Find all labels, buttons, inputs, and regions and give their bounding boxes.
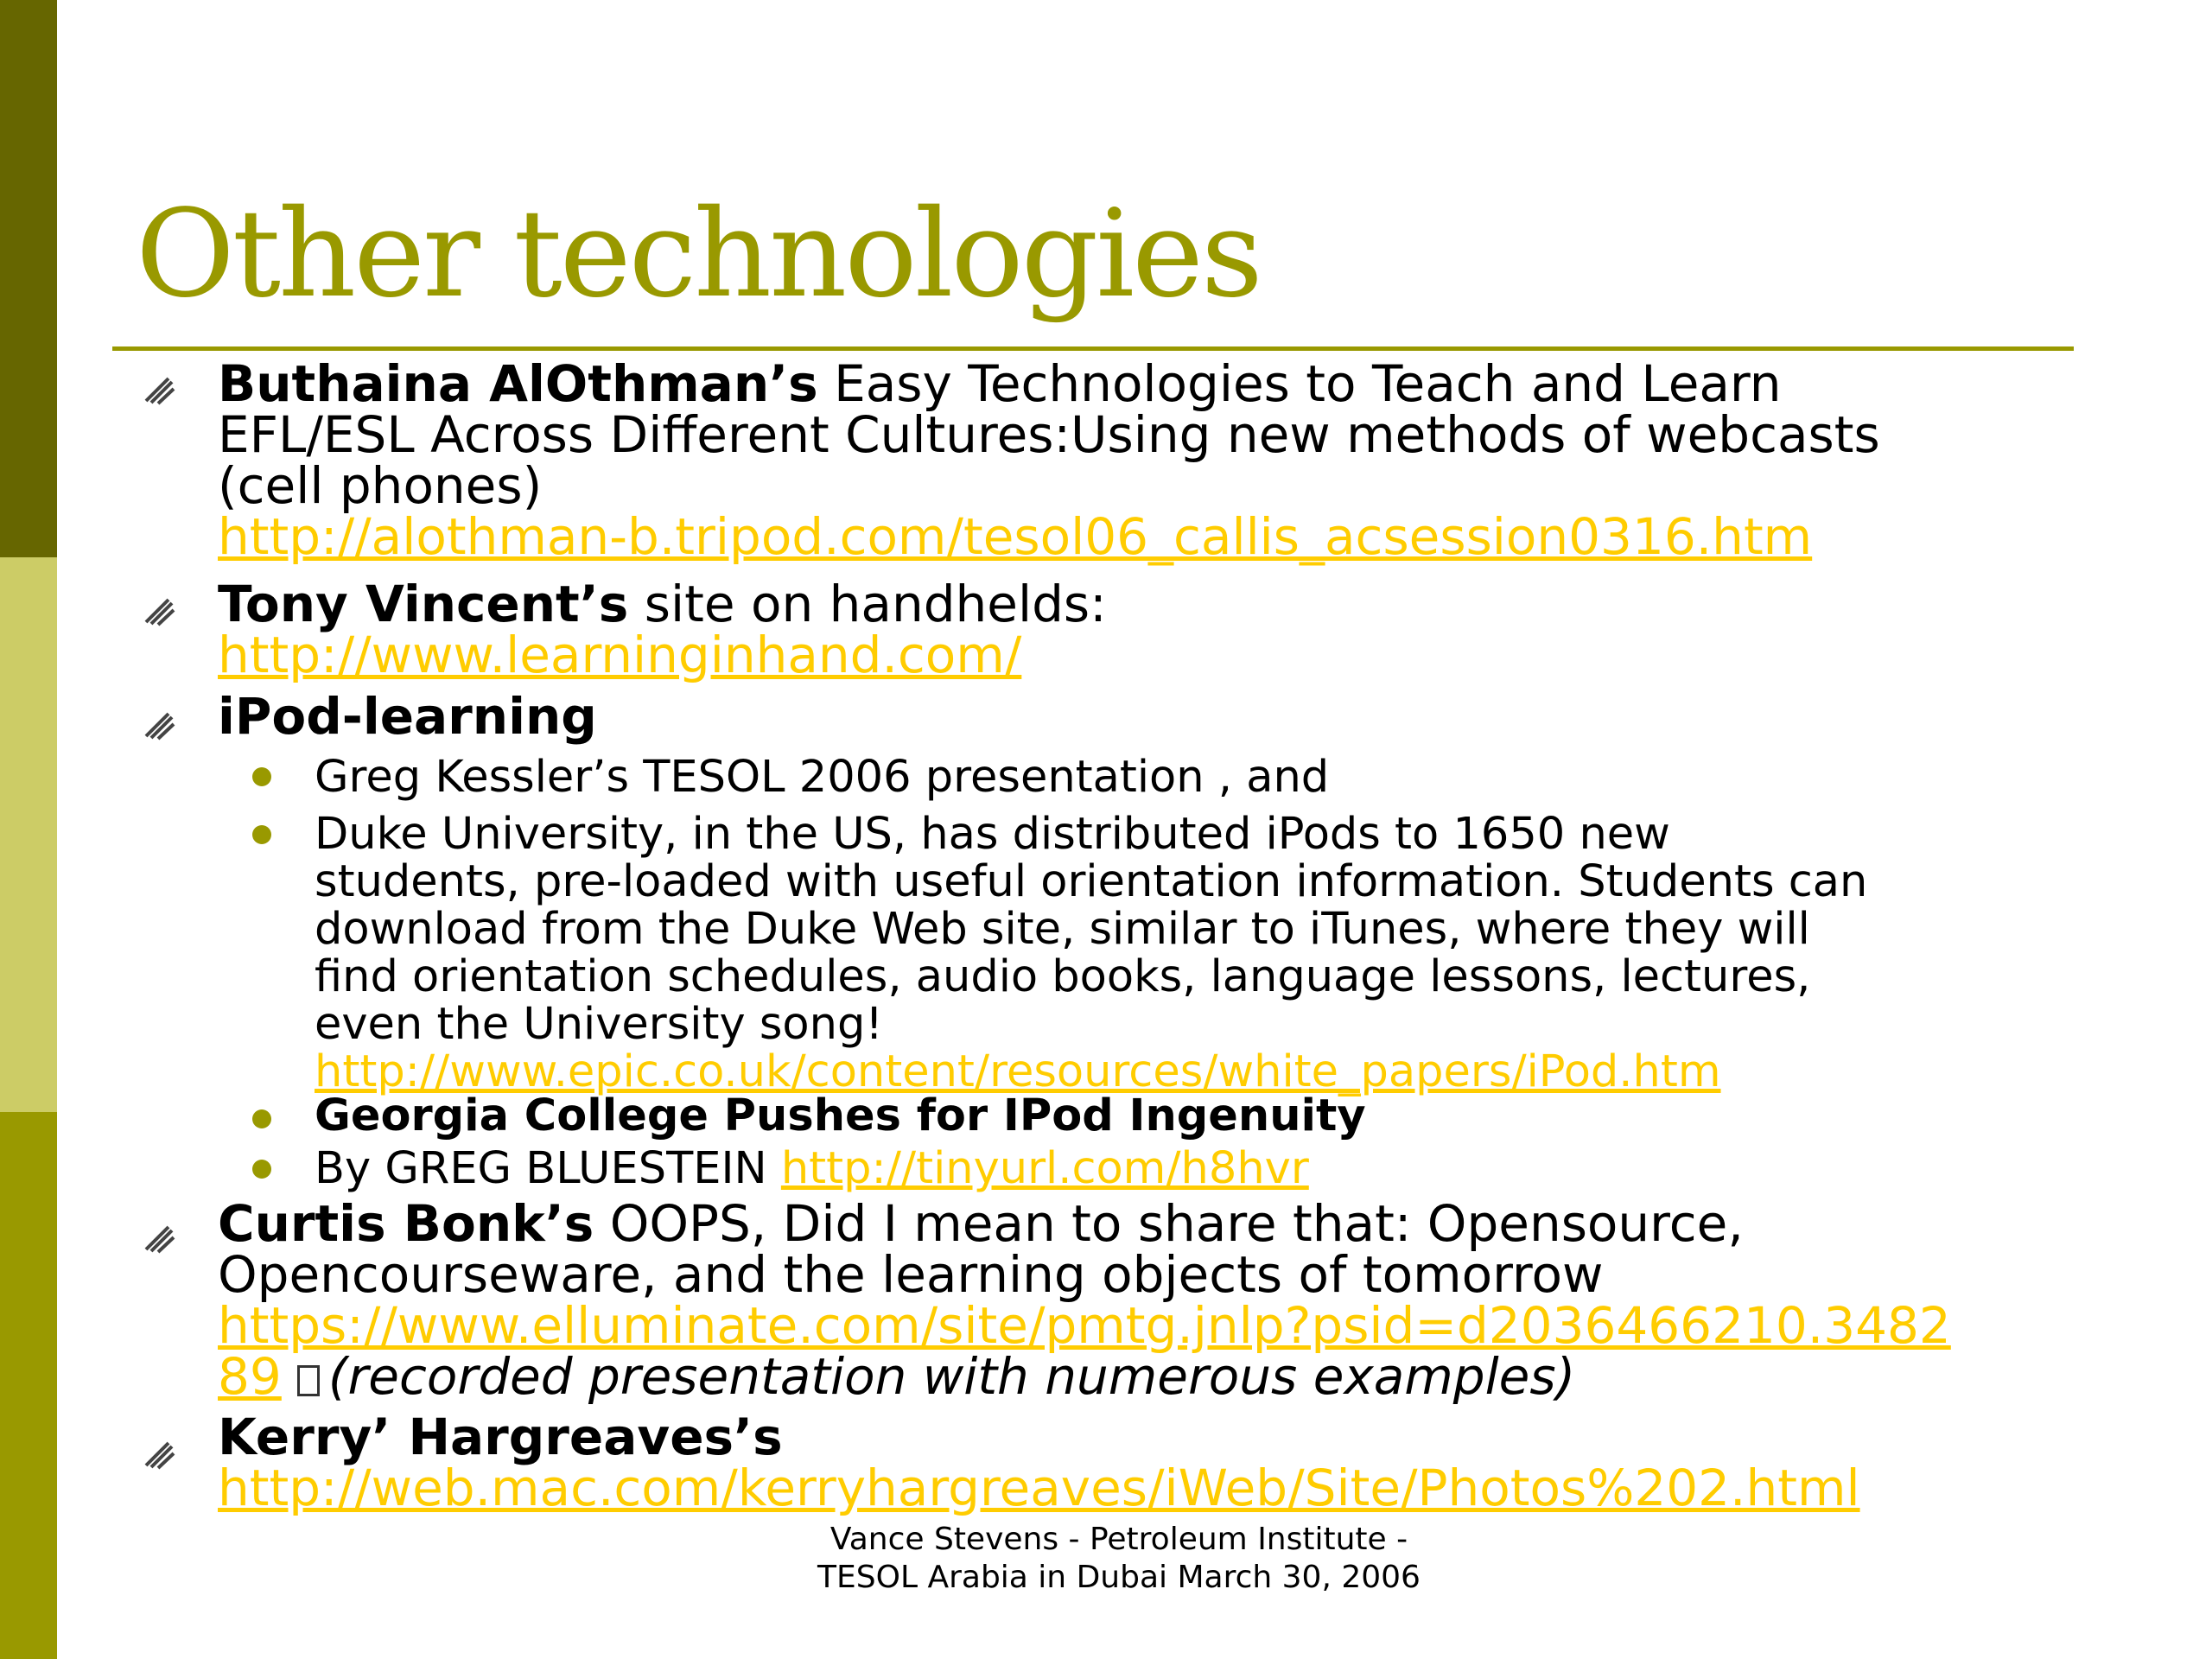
arrow-bullet-icon — [143, 1436, 177, 1471]
sub-item-text: By GREG BLUESTEIN — [315, 1143, 781, 1194]
sub-item-kessler: Greg Kessler’s TESOL 2006 presentation , and — [315, 752, 1330, 803]
elluminate-link[interactable]: https://www.elluminate.com/site/pmtg.jnlp?psid=d2036466210.3482 — [218, 1296, 1951, 1355]
arrow-bullet-icon — [143, 593, 177, 627]
sub-item-text: Duke University, in the US, has distributed iPods to 1650 new — [315, 809, 1670, 860]
item-text: EFL/ESL Across Different Cultures:Using new methods of webcasts — [218, 405, 1880, 464]
footer-line: Vance Stevens - Petroleum Institute - — [830, 1522, 1408, 1557]
sub-bullet-dot — [252, 1109, 271, 1128]
item-bold-name: Kerry’ Hargreaves’s — [218, 1408, 783, 1466]
side-bar-light — [0, 557, 57, 1112]
sub-item-text: students, pre-loaded with useful orientation information. Students can — [315, 856, 1868, 907]
sub-item-bluestein — [315, 1145, 1309, 1192]
item-bold-name: Buthaina AlOthman’s — [218, 354, 818, 413]
item-text: site on handhelds: — [628, 575, 1107, 633]
tinyurl-link[interactable]: http://tinyurl.com/h8hvr — [780, 1143, 1309, 1194]
footer-line: TESOL Arabia in Dubai March 30, 2006 — [817, 1560, 1421, 1595]
alothman-link[interactable]: http://alothman-b.tripod.com/tesol06_callis_acsession0316.htm — [218, 507, 1813, 566]
sub-bullet-dot — [252, 767, 271, 786]
item-ipod-learning — [218, 687, 597, 746]
sub-item-duke — [315, 810, 1867, 1096]
arrow-bullet-icon — [143, 707, 177, 741]
sub-item-georgia — [315, 1092, 1366, 1140]
arrow-bullet-icon — [143, 1220, 177, 1255]
sub-item-text: find orientation schedules, audio books, language lessons, lectures, — [315, 951, 1811, 1002]
placeholder-box-icon — [297, 1365, 320, 1396]
item-curtis-bonk — [218, 1194, 1951, 1406]
item-text: OOPS, Did I mean to share that: Opensource, — [594, 1194, 1744, 1253]
kerryhargreaves-link[interactable]: http://web.mac.com/kerryhargreaves/iWeb/Site/Photos%202.html — [218, 1459, 1860, 1517]
sub-item-text: download from the Duke Web site, similar to iTunes, where they will — [315, 904, 1810, 955]
item-tony-vincent — [218, 575, 1107, 684]
slide-footer — [0, 1521, 2212, 1597]
item-buthaina — [218, 354, 1880, 566]
sub-item-bold: Georgia College Pushes for IPod Ingenuity — [315, 1090, 1366, 1141]
item-kerry-hargreaves — [218, 1408, 1860, 1517]
item-bold-name: iPod-learning — [218, 687, 597, 746]
slide-title: Other technologies — [136, 184, 1261, 325]
title-divider — [112, 346, 2074, 351]
epic-link[interactable]: http://www.epic.co.uk/content/resources/white_papers/iPod.htm — [315, 1046, 1721, 1097]
item-text: Easy Technologies to Teach and Learn — [817, 354, 1782, 413]
arrow-bullet-icon — [143, 372, 177, 406]
sub-item-text: even the University song! — [315, 999, 883, 1050]
elluminate-link-cont[interactable]: 89 — [218, 1347, 282, 1406]
item-text: (cell phones) — [218, 456, 543, 515]
item-text: Opencourseware, and the learning objects of tomorrow — [218, 1245, 1604, 1304]
presentation-note: (recorded presentation with numerous examples) — [327, 1347, 1576, 1406]
sub-bullet-dot — [252, 1160, 271, 1179]
sub-bullet-dot — [252, 825, 271, 844]
item-bold-name: Tony Vincent’s — [218, 575, 629, 633]
item-bold-name: Curtis Bonk’s — [218, 1194, 594, 1253]
side-bar-dark — [0, 0, 57, 557]
learninginhand-link[interactable]: http://www.learninginhand.com/ — [218, 626, 1022, 684]
